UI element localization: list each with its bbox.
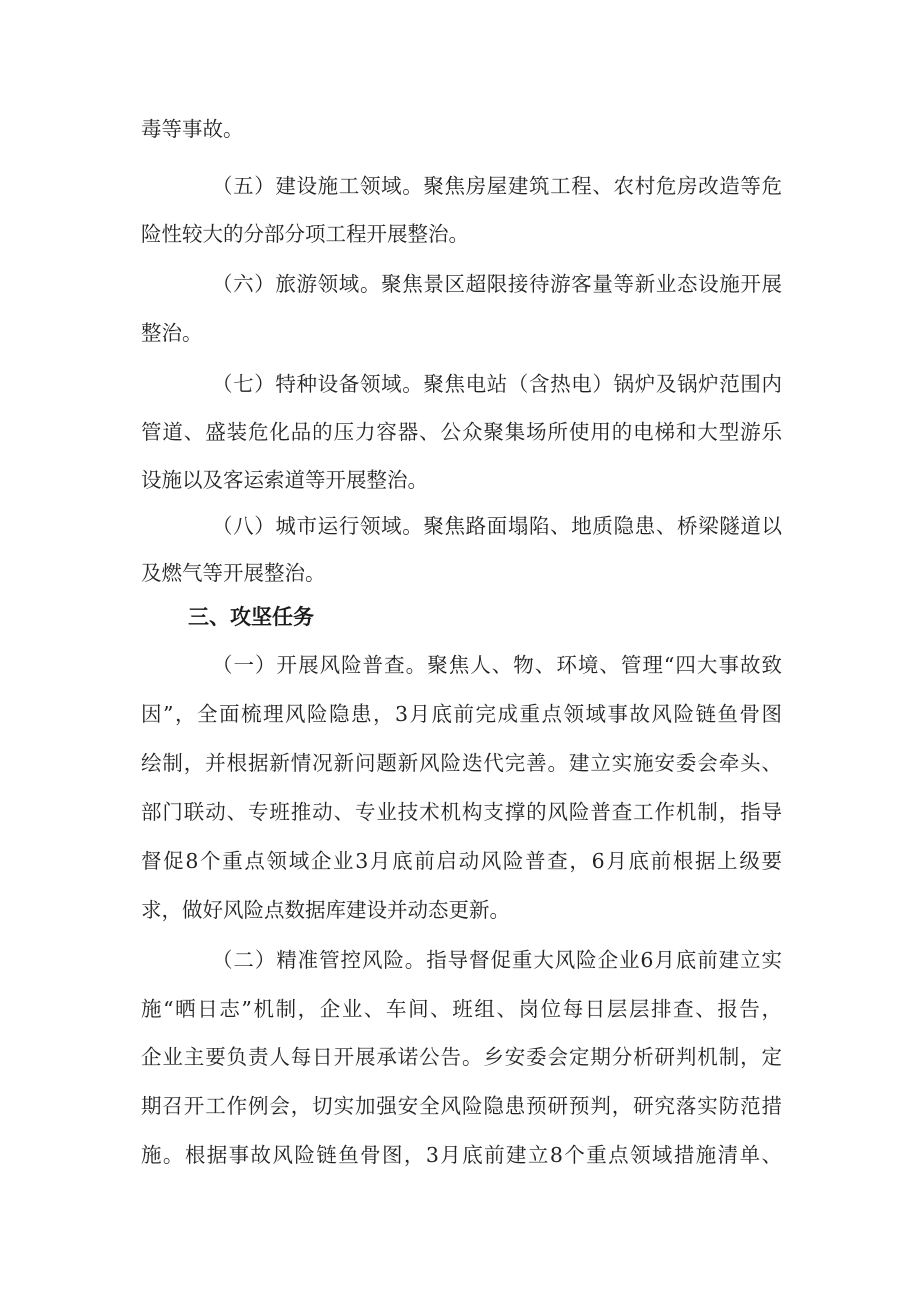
text-line: 管道、盛装危化品的压力容器、公众聚集场所使用的电梯和大型游乐: [141, 420, 782, 444]
text-line: 绘制，并根据新情况新问题新风险迭代完善。建立实施安委会牵头、: [141, 751, 782, 775]
text-line: （六）旅游领域。聚焦景区超限接待游客量等新业态设施开展: [212, 272, 782, 296]
text-line: （一）开展风险普查。聚焦人、物、环境、管理“四大事故致: [212, 653, 782, 677]
text-line: 施“晒日志”机制，企业、车间、班组、岗位每日层层排查、报告，: [141, 997, 782, 1021]
section-heading: 三、攻坚任务: [188, 605, 314, 629]
text-line: 整治。: [141, 321, 203, 345]
text-line: 及燃气等开展整治。: [141, 561, 326, 585]
text-line: （七）特种设备领域。聚焦电站（含热电）锅炉及锅炉范围内: [212, 372, 782, 396]
text-line: 期召开工作例会，切实加强安全风险隐患预研预判，研究落实防范措: [141, 1094, 782, 1118]
text-line: 企业主要负责人每日开展承诺公告。乡安委会定期分析研判机制，定: [141, 1045, 782, 1069]
text-line: 求，做好风险点数据库建设并动态更新。: [141, 898, 510, 922]
text-line: （八）城市运行领域。聚焦路面塌陷、地质隐患、桥梁隧道以: [212, 514, 782, 538]
text-line: 因”，全面梳理风险隐患，3月底前完成重点领域事故风险链鱼骨图: [141, 702, 782, 726]
text-line: 部门联动、专班推动、专业技术机构支撑的风险普查工作机制，指导: [141, 800, 782, 824]
text-line: 险性较大的分部分项工程开展整治。: [141, 222, 469, 246]
text-line: （二）精准管控风险。指导督促重大风险企业6月底前建立实: [212, 948, 782, 972]
text-line: 施。根据事故风险链鱼骨图，3月底前建立8个重点领域措施清单、: [141, 1143, 782, 1167]
text-line: 毒等事故。: [141, 117, 244, 141]
text-line: 督促8个重点领域企业3月底前启动风险普查，6月底前根据上级要: [141, 849, 782, 873]
text-line: 设施以及客运索道等开展整治。: [141, 468, 428, 492]
text-line: （五）建设施工领域。聚焦房屋建筑工程、农村危房改造等危: [212, 174, 782, 198]
